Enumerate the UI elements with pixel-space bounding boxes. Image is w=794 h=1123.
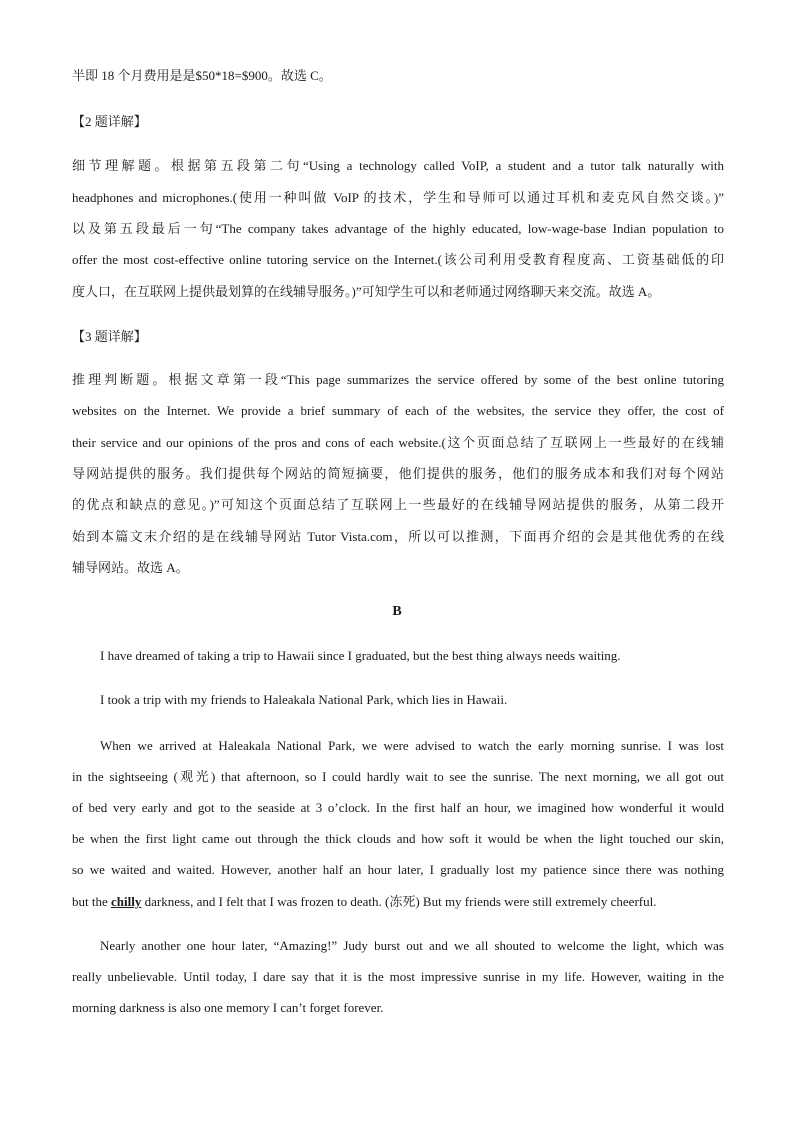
- paragraph-line: be when the first light came out through the thick clouds and how soft it would be when the light touched our skin,: [72, 831, 724, 846]
- text-line: 辅导网站。故选 A。: [72, 560, 189, 575]
- paragraph-line: [72, 893, 724, 911]
- text-line: 导网站提供的服务。我们提供每个网站的简短摘要，他们提供的服务，他们的服务成本和我们对每个网站: [72, 466, 724, 481]
- section-heading-q3: 【3 题详解】: [72, 329, 147, 344]
- vocab-word-chilly: chilly: [111, 894, 142, 909]
- text-line: websites on the Internet. We provide a brief summary of each of the websites, the service they offer, the cost of: [72, 403, 724, 418]
- text-line: 始到本篇文末介绍的是在线辅导网站 Tutor Vista.com，所以可以推测，下面再介绍的会是其他优秀的在线: [72, 529, 724, 544]
- paragraph-line: morning darkness is also one memory I can’t forget forever.: [72, 1000, 384, 1015]
- text-line: 以及第五段最后一句“The company takes advantage of the highly educated, low-wage-base Indian population to: [72, 221, 724, 236]
- text-segment: but the: [72, 894, 111, 909]
- text-line: 的优点和缺点的意见。)”可知这个页面总结了互联网上一些最好的在线辅导网站提供的服务，从第二段开: [72, 497, 724, 512]
- paragraph-line: I have dreamed of taking a trip to Hawaii since I graduated, but the best thing always needs waiting.: [100, 648, 621, 663]
- section-heading-q2: 【2 题详解】: [72, 114, 147, 129]
- text-line: their service and our opinions of the pros and cons of each website.(这个页面总结了互联网上一些最好的在线辅: [72, 435, 724, 450]
- text-line: 细节理解题。根据第五段第二句“Using a technology called VoIP, a student and a tutor talk naturally with: [72, 158, 724, 173]
- text-line: 推理判断题。根据文章第一段“This page summarizes the service offered by some of the best online tutoring: [72, 372, 724, 387]
- paragraph-line: in the sightseeing (观光) that afternoon, so I could hardly wait to see the sunrise. The next morning, we all got out: [72, 769, 724, 784]
- paragraph-line: I took a trip with my friends to Haleakala National Park, which lies in Hawaii.: [100, 692, 508, 707]
- paragraph-line: of bed very early and got to the seaside at 3 o’clock. In the first half an hour, we imagined how wonderful it would: [72, 800, 724, 815]
- passage-title: B: [392, 604, 402, 619]
- text-line: offer the most cost-effective online tutoring service on the Internet.(该公司利用受教育程度高、工资基础低的印: [72, 252, 724, 267]
- text-line: headphones and microphones.(使用一种叫做 VoIP 的技术，学生和导师可以通过耳机和麦克风自然交谈。)”: [72, 190, 724, 205]
- paragraph-line: Nearly another one hour later, “Amazing!” Judy burst out and we all shouted to welcome the light, which was: [100, 938, 724, 953]
- text-line: 半即 18 个月费用是是$50*18=$900。故选 C。: [72, 68, 332, 83]
- paragraph-line: When we arrived at Haleakala National Park, we were advised to watch the early morning sunrise. I was lost: [100, 738, 724, 753]
- text-segment: darkness, and I felt that I was frozen to death. (冻死) But my friends were still extremely cheerful.: [141, 894, 657, 909]
- paragraph-line: really unbelievable. Until today, I dare say that it is the most impressive sunrise in my life. However, waiting in the: [72, 969, 724, 984]
- text-line: 度人口，在互联网上提供最划算的在线辅导服务。)”可知学生可以和老师通过网络聊天来交流。故选 A。: [72, 284, 661, 299]
- paragraph-line: so we waited and waited. However, another half an hour later, I gradually lost my patience since there was nothing: [72, 862, 724, 877]
